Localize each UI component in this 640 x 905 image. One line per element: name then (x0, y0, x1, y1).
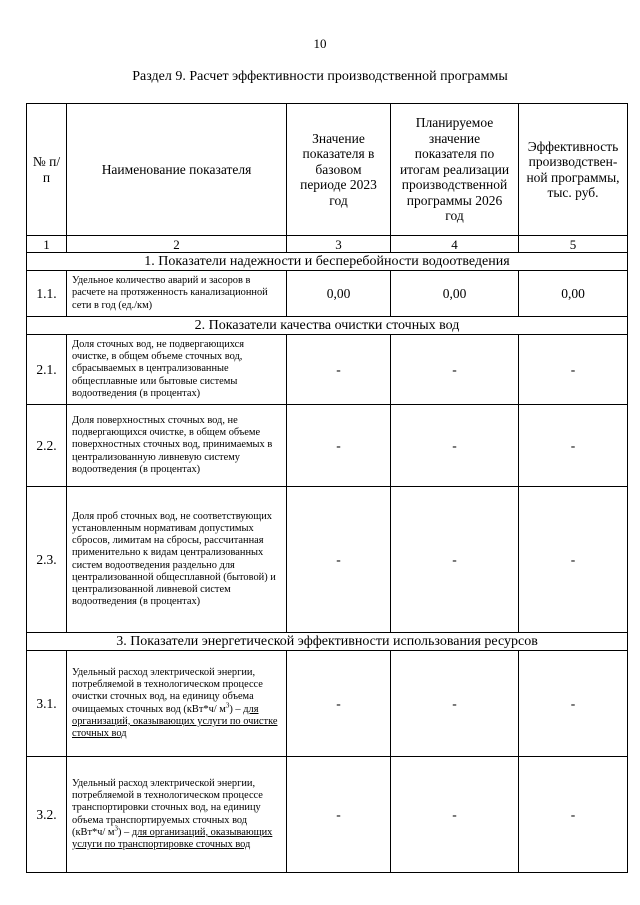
row-planned-value: - (391, 405, 519, 487)
table-row (27, 487, 628, 633)
header-num: № п/п (27, 104, 67, 236)
row-number: 3.1. (27, 651, 67, 757)
header-name: Наименование показателя (67, 104, 287, 236)
row-name-text: ) – (229, 703, 244, 715)
row-base-value: - (287, 487, 391, 633)
group-row (27, 253, 628, 271)
row-name-underlined: для организаций, оказывающих услуги по очистке сточных вод (72, 703, 278, 739)
row-planned-value: - (391, 487, 519, 633)
column-number: 4 (391, 236, 519, 253)
row-name: Доля проб сточных вод, не соответствующих установленным нормативам допустимых сбросов, лимитам на сбросы, рассчитанная применительно к видам централизованных систем водоотведения раздельно для централизованной общесплавной (бытовой) и централизованной ливневой систем водоотведения (в процентах) (67, 487, 287, 633)
group-title: 3. Показатели энергетической эффективности использования ресурсов (27, 633, 628, 651)
row-number: 2.2. (27, 405, 67, 487)
row-planned-value: 0,00 (391, 271, 519, 317)
row-number: 3.2. (27, 757, 67, 873)
table-row (27, 271, 628, 317)
table-row (27, 405, 628, 487)
row-efficiency-value: - (519, 487, 628, 633)
header-base: Значение показателя в базовом периоде 2023 год (287, 104, 391, 236)
header-efficiency: Эффективность производствен-ной программы, тыс. руб. (519, 104, 628, 236)
row-base-value: - (287, 757, 391, 873)
row-name-text: Удельный расход электрической энергии, потребляемой в технологическом процессе очистки сточных вод, на единицу объема очищаемых сточных вод (кВт*ч/ м (72, 666, 263, 715)
column-number-row (27, 236, 628, 253)
row-name: Доля поверхностных сточных вод, не подвергающихся очистке, в общем объеме поверхностных сточных вод, принимаемых в централизованную ливневую систему водоотведения (в процентах) (67, 405, 287, 487)
row-name-underlined: для организаций, оказывающих услуги по транспортировке сточных вод (72, 826, 273, 850)
row-number: 1.1. (27, 271, 67, 317)
row-base-value: - (287, 651, 391, 757)
row-efficiency-value: - (519, 335, 628, 405)
row-efficiency-value: - (519, 405, 628, 487)
table-row (27, 335, 628, 405)
row-name-text: Удельный расход электрической энергии, потребляемой в технологическом процессе транспортировки сточных вод, на единицу объема транспортируемых сточных вод (кВт*ч/ м (72, 777, 263, 838)
column-number: 5 (519, 236, 628, 253)
row-efficiency-value: - (519, 757, 628, 873)
table-header-row (27, 104, 628, 236)
row-planned-value: - (391, 335, 519, 405)
row-name-text: ) – (117, 826, 132, 838)
group-title: 1. Показатели надежности и бесперебойности водоотведения (27, 253, 628, 271)
row-name (67, 651, 287, 757)
row-number: 2.3. (27, 487, 67, 633)
row-efficiency-value: - (519, 651, 628, 757)
row-base-value: - (287, 405, 391, 487)
row-name-superscript: 3 (225, 701, 230, 710)
row-name-superscript: 3 (114, 824, 118, 833)
efficiency-table (26, 103, 628, 873)
header-planned: Планируемое значение показателя по итогам реализации производственной программы 2026 год (391, 104, 519, 236)
column-number: 1 (27, 236, 67, 253)
group-title: 2. Показатели качества очистки сточных вод (27, 317, 628, 335)
group-row (27, 633, 628, 651)
section-title: Раздел 9. Расчет эффективности производственной программы (132, 69, 508, 84)
table-row (27, 757, 628, 873)
group-row (27, 317, 628, 335)
row-base-value: - (287, 335, 391, 405)
row-planned-value: - (391, 757, 519, 873)
row-name: Доля сточных вод, не подвергающихся очистке, в общем объеме сточных вод, сбрасываемых в централизованные общесплавные или бытовые системы водоотведения (в процентах) (67, 335, 287, 405)
row-name: Удельное количество аварий и засоров в расчете на протяженность канализационной сети в год (ед./км) (67, 271, 287, 317)
row-number: 2.1. (27, 335, 67, 405)
table-row (27, 651, 628, 757)
page-number: 10 (313, 36, 327, 51)
column-number: 3 (287, 236, 391, 253)
column-number: 2 (67, 236, 287, 253)
row-planned-value: - (391, 651, 519, 757)
row-name (67, 757, 287, 873)
row-base-value: 0,00 (287, 271, 391, 317)
row-efficiency-value: 0,00 (519, 271, 628, 317)
